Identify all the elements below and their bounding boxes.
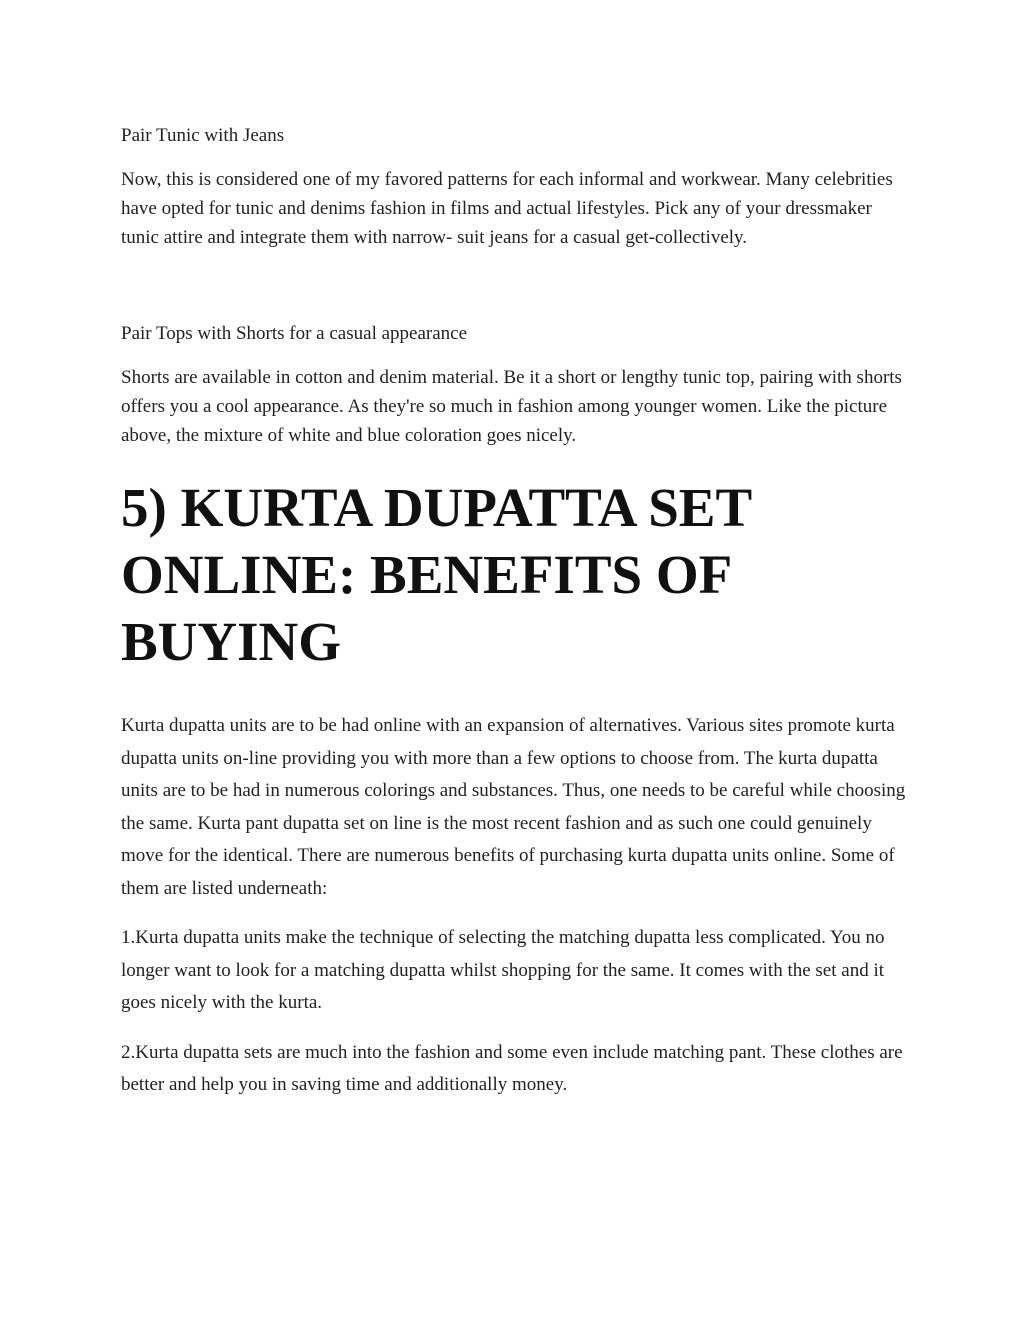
list-item: 2.Kurta dupatta sets are much into the fashion and some even include matching pant. These clothes are better and help you in saving time and additionally money. xyxy=(121,1041,903,1095)
kurta-intro-paragraph: Kurta dupatta units are to be had online with an expansion of alternatives. Various sites promote kurta dupatta units on-line providing you with more than a few options to choose from. The kurta dupatta units are to be had in numerous colorings and substances. Thus, one needs to be careful while choosing the same. Kurta pant dupatta set on line is the most recent fashion and as such one could genuinely move for the identical. There are numerous benefits of purchasing kurta dupatta units online. Some of them are listed underneath: xyxy=(121,715,906,899)
section-body-tunic: Now, this is considered one of my favored patterns for each informal and workwear. Many celebrities have opted for tunic and denims fashion in films and actual lifestyles. Pick any of your dressmaker tunic attire and integrate them with narrow- suit jeans for a casual get-collectively. xyxy=(121,169,893,248)
document-page xyxy=(121,122,911,1102)
list-item: 1.Kurta dupatta units make the technique of selecting the matching dupatta less complicated. You no longer want to look for a matching dupatta whilst shopping for the same. It comes with the set and it goes nicely with the kurta. xyxy=(121,927,885,1013)
section-title-shorts: Pair Tops with Shorts for a casual appearance xyxy=(121,323,468,344)
main-heading: 5) KURTA DUPATTA SET ONLINE: BENEFITS OF BUYING xyxy=(121,477,752,672)
section-title-tunic: Pair Tunic with Jeans xyxy=(121,125,285,146)
section-body-shorts: Shorts are available in cotton and denim material. Be it a short or lengthy tunic top, pairing with shorts offers you a cool appearance. As they're so much in fashion among younger women. Like the picture above, the mixture of white and blue coloration goes nicely. xyxy=(121,367,902,446)
section-spacer xyxy=(121,252,911,320)
